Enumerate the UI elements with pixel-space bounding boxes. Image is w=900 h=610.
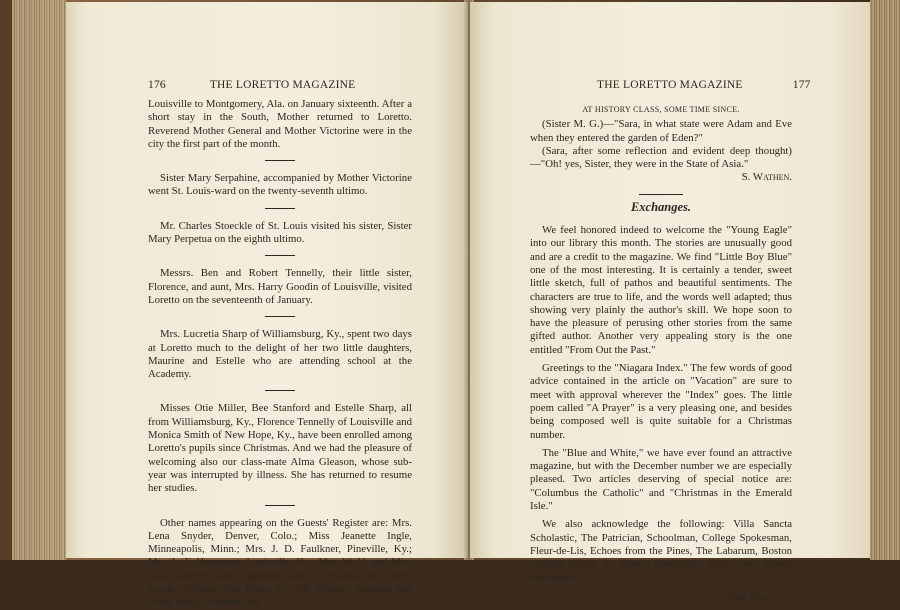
book-page-edges-left xyxy=(0,0,66,560)
right-page-body xyxy=(530,103,792,604)
divider xyxy=(265,316,295,317)
running-head: THE LORETTO MAGAZINE xyxy=(209,79,356,91)
news-item: Sister Mary Serpahine, accompanied by Mother Victorine went St. Louis-ward on the twenty-seventh ultimo. xyxy=(148,172,412,198)
divider xyxy=(265,208,295,209)
dialogue-signature: S. Wathen. xyxy=(741,171,792,184)
news-item: Louisville to Montgomery, Ala. on January sixteenth. After a short stay in the South, Mother returned to Loretto. Reverend Mother General and Mother Victorine were in the city the first part of the month. xyxy=(148,98,412,150)
left-page xyxy=(66,2,468,609)
book-page-edges-right xyxy=(870,0,900,560)
news-item: Mrs. Lucretia Sharp of Williamsburg, Ky., spent two days at Loretto much to the delight of her two little daughters, Maurine and Estelle who are attending school at the Academy. xyxy=(148,328,412,381)
right-page xyxy=(470,2,870,603)
exchange-paragraph: We also acknowledge the following: Villa Sancta Scholastic, The Patrician, Schoolman, College Spokesman, Fleur-de-Lis, Echoes from the Pines, The Labarum, Boston College Stylus, St. Mary's Messenger, Holy Cross Purple and others. xyxy=(530,518,792,584)
news-item: Other names appearing on the Guests' Register are: Mrs. Lena Snyder, Denver, Colo.; Miss Jeanette Ingle, Minneapolis, Minn.; Mrs. J. D. Faulkner, Pineville, Ky.; Mrs. L. F. Herrmann, Louisville, Ky.; Mrs. W. H. and Miss Cora Wathen, and Catherine Abell, Lebanon, Ky.; Mrs. Lizzie O'Bryan, New Hope, Ky.; Mr. Wallace Spalding and sister, Irene, Lebanon, Ky. xyxy=(148,516,412,609)
divider xyxy=(265,160,295,161)
news-item: Misses Otie Miller, Bee Stanford and Estelle Sharp, all from Williamsburg, Ky., Florence Tennelly of Louisville and Monica Smith of New Hope, Ky., have been enrolled among Loretto's pupils since Christmas. And we had the pleasure of welcoming also our class-mate Alma Gleason, whose sub-year was interrupted by illness. She has returned to resume her studies. xyxy=(148,402,412,495)
exchange-paragraph: Greetings to the "Niagara Index." The few words of good advice contained in the article on "Vacation" are sure to meet with approval wherever the "Index" goes. The little poem called "A Prayer" is a very pleasing one, and besides being composed well is quite suitable for a Christmas number. xyxy=(530,362,792,441)
final-signature: June Sale, '13. xyxy=(726,590,792,603)
news-item: Messrs. Ben and Robert Tennelly, their little sister, Florence, and aunt, Mrs. Harry Goodin of Louisville, visited Loretto on the seventeenth of January. xyxy=(148,267,412,306)
right-page-header xyxy=(597,79,811,91)
divider xyxy=(265,505,295,506)
page-number: 177 xyxy=(792,79,811,91)
left-page-body xyxy=(148,98,412,610)
exchange-paragraph: The "Blue and White," we have ever found an attractive magazine, but with the December number we are especially pleased. Two articles deserving of special notice are: "Columbus the Catholic" and "Christmas in the Emerald Isle." xyxy=(530,446,792,513)
divider xyxy=(265,390,295,391)
section-heading: Exchanges. xyxy=(630,199,692,214)
running-head: THE LORETTO MAGAZINE xyxy=(597,79,743,91)
divider xyxy=(639,194,683,195)
exchange-paragraph: We feel honored indeed to welcome the "Young Eagle" into our library this month. The stories are unusually good and are a credit to the magazine. We find "Little Boy Blue" one of the most interesting. It is certainly a tender, sweet little sketch, full of pathos and beautiful sentiments. The characters are true to life, and the words well adapted; thus showing very plainly the author's skill. We hope soon to have the pleasure of perusing other stories from the same gifted author. Another very appealing story is the one entitled "From Out the Past." xyxy=(530,224,792,356)
anecdote-kicker: AT HISTORY CLASS, SOME TIME SINCE. xyxy=(582,105,740,114)
page-number: 176 xyxy=(148,79,166,91)
dialogue-line: (Sara, after some reflection and evident deep thought)—"Oh! yes, Sister, they were in the State of Asia." xyxy=(530,144,792,171)
news-item: Mr. Charles Stoeckle of St. Louis visited his sister, Sister Mary Perpetua on the eighth ultimo. xyxy=(148,219,412,246)
dialogue-line: (Sister M. G.)—"Sara, in what state were Adam and Eve when they entered the garden of Eden?" xyxy=(530,118,792,144)
divider xyxy=(265,255,295,256)
left-page-header xyxy=(148,79,355,91)
